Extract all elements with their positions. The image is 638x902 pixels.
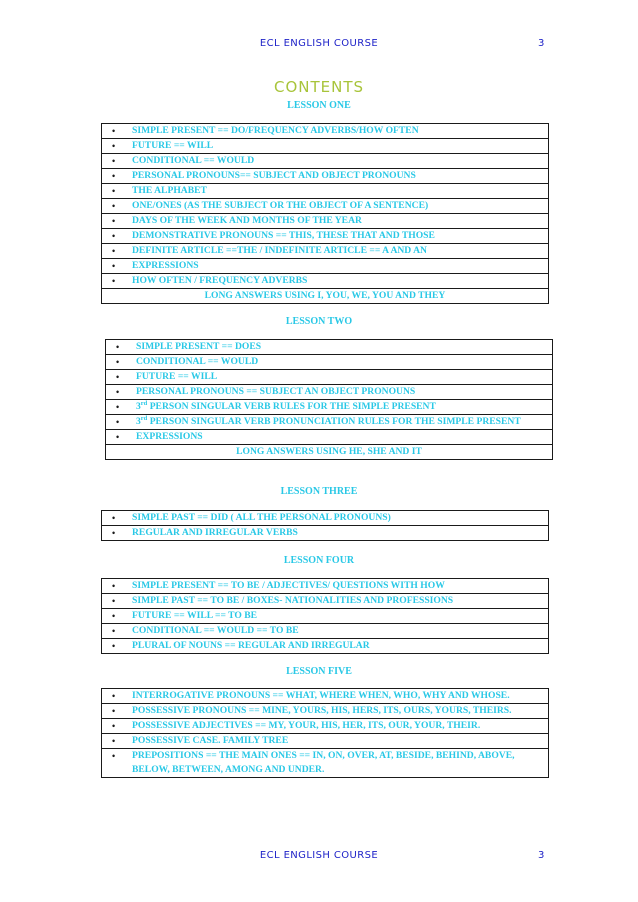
lesson-note: LONG ANSWERS USING HE, SHE AND IT (236, 446, 422, 457)
list-item: • INTERROGATIVE PRONOUNS == WHAT, WHERE WHEN, WHO, WHY AND WHOSE. (102, 689, 548, 704)
list-item: • PREPOSITIONS == THE MAIN ONES == IN, ON, OVER, AT, BESIDE, BEHIND, ABOVE, BELOW, BETWEEN, AMONG AND UNDER. (112, 750, 515, 775)
header-page-number: 3 (538, 38, 545, 49)
list-item: • REGULAR AND IRREGULAR VERBS (112, 527, 298, 538)
lesson-note: LONG ANSWERS USING I, YOU, WE, YOU AND THEY (204, 290, 446, 301)
list-item: • POSSESSIVE CASE. FAMILY TREE (102, 734, 548, 749)
list-item: • SIMPLE PRESENT == DO/FREQUENCY ADVERBS/HOW OFTEN (102, 124, 548, 139)
bullet-icon: • (116, 387, 120, 397)
list-item: • SIMPLE PRESENT == TO BE / ADJECTIVES/ QUESTIONS WITH HOW (102, 579, 548, 594)
list-item: • DEFINITE ARTICLE ==THE / INDEFINITE ARTICLE == A AND AN (102, 244, 548, 259)
list-item: • CONDITIONAL == WOULD (106, 355, 552, 370)
bullet-icon: • (116, 432, 120, 442)
bullet-icon: • (112, 186, 116, 196)
bullet-icon: • (112, 216, 116, 226)
list-item: • ONE/ONES (AS THE SUBJECT OR THE OBJECT OF A SENTENCE) (102, 199, 548, 214)
page-header (0, 38, 638, 54)
page-footer (0, 850, 638, 866)
list-item: • SIMPLE PRESENT == DOES (106, 340, 552, 355)
list-item: • DAYS OF THE WEEK AND MONTHS OF THE YEAR (102, 214, 548, 229)
bullet-icon: • (112, 528, 116, 538)
lesson-four-box (101, 578, 549, 654)
bullet-icon: • (112, 231, 116, 241)
list-item: • POSSESSIVE ADJECTIVES == MY, YOUR, HIS, HER, ITS, OUR, YOUR, THEIR. (102, 719, 548, 734)
bullet-icon: • (112, 201, 116, 211)
bullet-icon: • (112, 596, 116, 606)
list-item: • DEMONSTRATIVE PRONOUNS == THIS, THESE THAT AND THOSE (102, 229, 548, 244)
list-item: • CONDITIONAL == WOULD (102, 154, 548, 169)
bullet-icon: • (116, 357, 120, 367)
lesson-one-box (101, 123, 549, 304)
bullet-icon: • (112, 141, 116, 151)
bullet-icon: • (116, 342, 120, 352)
bullet-icon: • (112, 721, 116, 731)
lesson-five-title: LESSON FIVE (286, 666, 352, 677)
bullet-icon: • (112, 751, 116, 761)
contents-heading: CONTENTS (273, 78, 365, 96)
footer-page-number: 3 (538, 850, 545, 861)
list-item: • POSSESSIVE PRONOUNS == MINE, YOURS, HIS, HERS, ITS, OURS, YOURS, THEIRS. (102, 704, 548, 719)
bullet-icon: • (112, 246, 116, 256)
lesson-three-title: LESSON THREE (280, 486, 358, 497)
lesson-four-title: LESSON FOUR (283, 555, 355, 566)
bullet-icon: • (112, 126, 116, 136)
list-item: • SIMPLE PAST == DID ( ALL THE PERSONAL PRONOUNS) (102, 511, 548, 526)
bullet-icon: • (112, 706, 116, 716)
list-item: • HOW OFTEN / FREQUENCY ADVERBS (102, 274, 548, 289)
bullet-icon: • (112, 611, 116, 621)
bullet-icon: • (112, 171, 116, 181)
footer-course-title: ECL ENGLISH COURSE (259, 850, 379, 861)
bullet-icon: • (116, 417, 120, 427)
list-item: • SIMPLE PAST == TO BE / BOXES- NATIONALITIES AND PROFESSIONS (102, 594, 548, 609)
lesson-five-box (101, 688, 549, 778)
list-item: • 3rd PERSON SINGULAR VERB PRONUNCIATION RULES FOR THE SIMPLE PRESENT (106, 415, 552, 430)
bullet-icon: • (112, 156, 116, 166)
header-course-title: ECL ENGLISH COURSE (259, 38, 379, 49)
list-item: • PERSONAL PRONOUNS== SUBJECT AND OBJECT PRONOUNS (102, 169, 548, 184)
bullet-icon: • (116, 402, 120, 412)
lesson-one-title: LESSON ONE (287, 100, 351, 111)
bullet-icon: • (112, 626, 116, 636)
list-item: • FUTURE == WILL (106, 370, 552, 385)
list-item: • EXPRESSIONS (102, 259, 548, 274)
list-item: • FUTURE == WILL (102, 139, 548, 154)
list-item: • CONDITIONAL == WOULD == TO BE (102, 624, 548, 639)
bullet-icon: • (112, 261, 116, 271)
list-item: • FUTURE == WILL == TO BE (102, 609, 548, 624)
bullet-icon: • (112, 691, 116, 701)
list-item: • 3rd PERSON SINGULAR VERB RULES FOR THE SIMPLE PRESENT (106, 400, 552, 415)
list-item: • PLURAL OF NOUNS == REGULAR AND IRREGULAR (112, 640, 370, 651)
bullet-icon: • (112, 641, 116, 651)
list-item: • THE ALPHABET (102, 184, 548, 199)
bullet-icon: • (112, 513, 116, 523)
bullet-icon: • (112, 736, 116, 746)
lesson-two-box (105, 339, 553, 460)
bullet-icon: • (116, 372, 120, 382)
bullet-icon: • (112, 581, 116, 591)
list-item: • PERSONAL PRONOUNS == SUBJECT AN OBJECT PRONOUNS (106, 385, 552, 400)
lesson-two-title: LESSON TWO (285, 316, 353, 327)
list-item: • EXPRESSIONS (106, 430, 552, 445)
lesson-three-box (101, 510, 549, 541)
bullet-icon: • (112, 276, 116, 286)
